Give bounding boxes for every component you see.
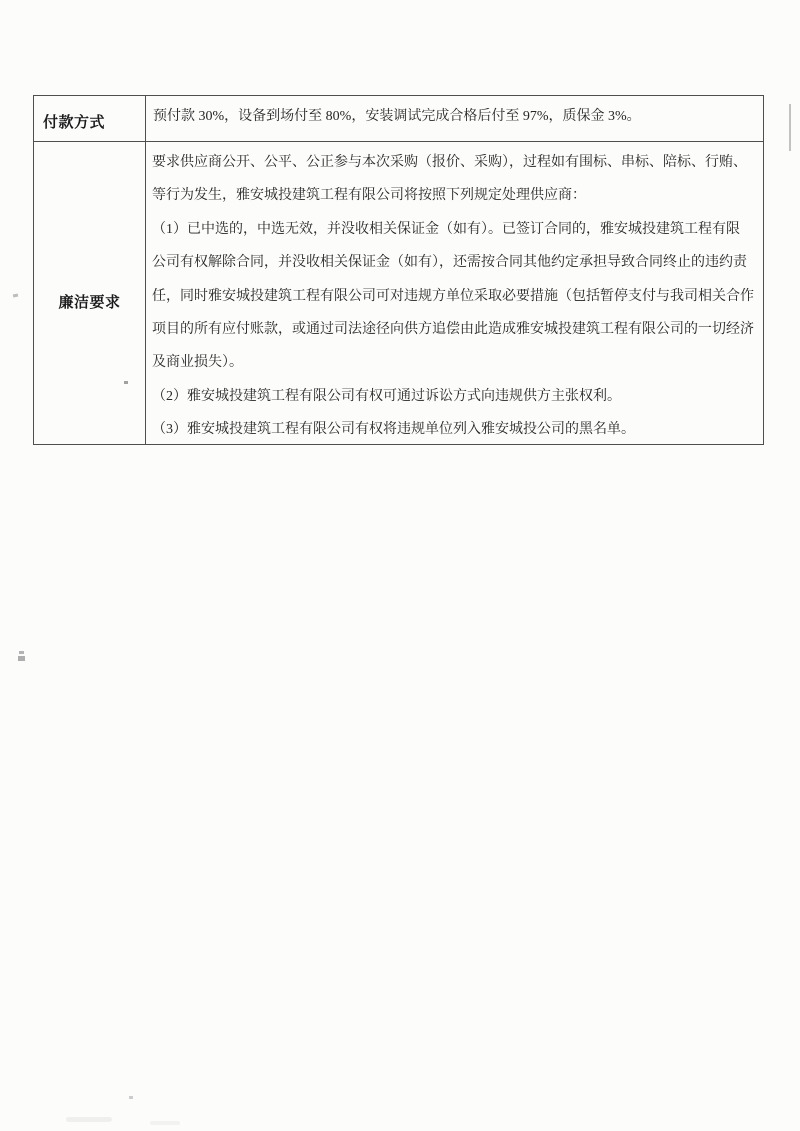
integrity-text-line: （1）已中选的，中选无效，并没收相关保证金（如有）。已签订合同的，雅安城投建筑工程有限 xyxy=(152,221,740,237)
scan-smudge xyxy=(150,1121,180,1125)
integrity-requirements-label: 廉洁要求 xyxy=(58,294,121,311)
integrity-text-line: 等行为发生，雅安城投建筑工程有限公司将按照下列规定处理供应商： xyxy=(152,188,586,204)
payment-terms-text: 预付款 30%，设备到场付至 80%，安装调试完成合格后付至 97%，质保金 3%。 xyxy=(153,109,641,124)
integrity-text-line: （2）雅安城投建筑工程有限公司有权可通过诉讼方式向违规供方主张权利。 xyxy=(152,388,621,404)
terms-table xyxy=(33,95,764,445)
payment-method-label-cell xyxy=(34,96,146,142)
scan-edge-mark xyxy=(789,104,791,151)
integrity-text-line: 任，同时雅安城投建筑工程有限公司可对违规方单位采取必要措施（包括暂停支付与我司相关合作 xyxy=(152,288,754,304)
integrity-text-line: （3）雅安城投建筑工程有限公司有权将违规单位列入雅安城投公司的黑名单。 xyxy=(152,422,635,438)
scan-speck xyxy=(13,294,19,298)
integrity-requirements-label-cell xyxy=(34,142,146,444)
scan-speck xyxy=(18,656,25,661)
scan-speck xyxy=(19,651,24,654)
scan-speck xyxy=(129,1096,133,1099)
scan-smudge xyxy=(66,1117,112,1122)
integrity-text-line: 项目的所有应付账款，或通过司法途径向供方追偿由此造成雅安城投建筑工程有限公司的一切经济 xyxy=(152,322,754,338)
payment-method-label: 付款方式 xyxy=(43,115,106,131)
integrity-text-line: 公司有权解除合同，并没收相关保证金（如有），还需按合同其他约定承担导致合同终止的违约责 xyxy=(152,255,747,271)
payment-method-value-cell xyxy=(146,96,763,142)
integrity-text-line: 及商业损失）。 xyxy=(152,355,243,371)
integrity-requirements-text-cell xyxy=(146,142,763,444)
integrity-text-line: 要求供应商公开、公平、公正参与本次采购（报价、采购），过程如有围标、串标、陪标、行贿、 xyxy=(152,155,747,170)
